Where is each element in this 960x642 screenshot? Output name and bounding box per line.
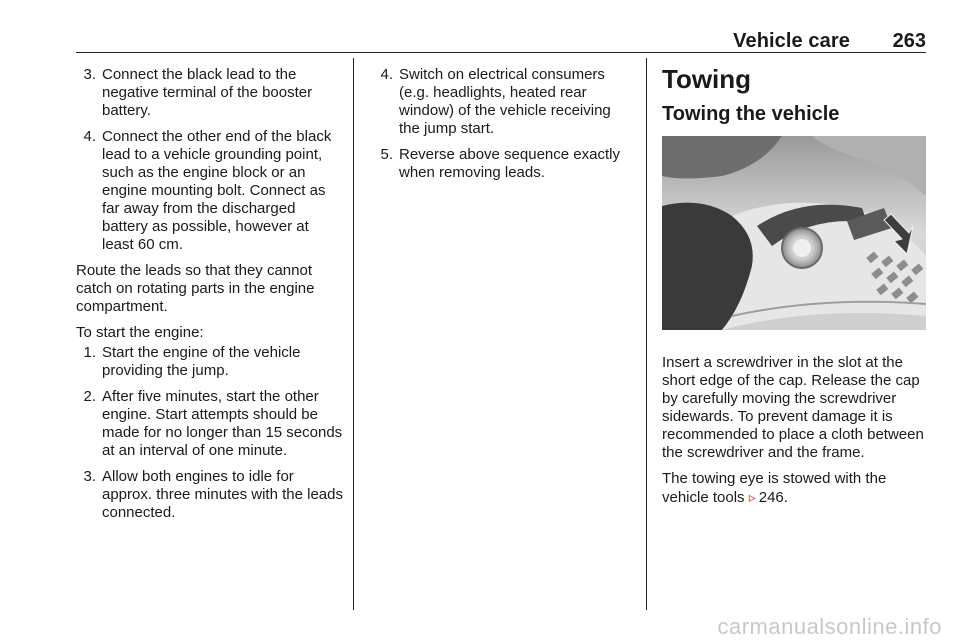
- list-item: [76, 344, 344, 380]
- list-item: [76, 128, 344, 254]
- list-item: [76, 388, 344, 460]
- paragraph-start-engine: To start the engine:: [76, 324, 204, 341]
- page-number: 263: [892, 30, 926, 52]
- column-1: [76, 66, 344, 530]
- list-item: [76, 468, 344, 522]
- column-divider-2: [646, 58, 647, 610]
- list-item-number: 4.: [83, 128, 96, 145]
- column-divider-1: [353, 58, 354, 610]
- list-item-text: Switch on electrical consumers (e.g. headlights, heated rear window) of the vehicle receiving the jump start.: [399, 66, 611, 137]
- column-2: [373, 66, 635, 190]
- list-item-number: 4.: [380, 66, 393, 83]
- list-item-text: Allow both engines to idle for approx. three minutes with the leads connected.: [102, 468, 343, 521]
- list-item-text: Connect the other end of the black lead to a vehicle grounding point, such as the engine block or an engine mounting bolt. Connect as far away from the discharged battery as possible, however at least 60 cm.: [102, 128, 332, 253]
- section-heading-towing: Towing: [662, 64, 752, 94]
- list-item-number: 3.: [83, 468, 96, 485]
- list-item-number: 5.: [380, 146, 393, 163]
- list-item: [373, 146, 635, 182]
- list-item-number: 3.: [83, 66, 96, 83]
- start-engine-steps: [76, 344, 344, 522]
- jump-start-steps-finish: [373, 66, 635, 182]
- list-item-text: Reverse above sequence exactly when removing leads.: [399, 146, 620, 181]
- column-3: [662, 64, 928, 515]
- arrow-ref-icon: ▹: [748, 489, 756, 505]
- header-rule: [76, 52, 926, 53]
- towing-cap-illustration: [662, 136, 926, 330]
- page-reference-link[interactable]: 246.: [758, 489, 788, 506]
- towing-eye-text: The towing eye is stowed with the vehicle tools: [662, 470, 887, 506]
- list-item-text: Connect the black lead to the negative terminal of the booster battery.: [102, 66, 313, 119]
- list-item-text: Start the engine of the vehicle providing the jump.: [102, 344, 301, 379]
- paragraph-insert-screwdriver: Insert a screwdriver in the slot at the short edge of the cap. Release the cap by carefully moving the screwdriver sidewards. To prevent damage it is recommended to place a cloth between the screwdriver and the frame.: [662, 354, 924, 461]
- paragraph-towing-eye: [662, 470, 928, 507]
- subsection-heading-towing-vehicle: Towing the vehicle: [662, 103, 840, 125]
- list-item-number: 2.: [83, 388, 96, 405]
- list-item-number: 1.: [83, 344, 96, 361]
- header-title: Vehicle care: [733, 30, 850, 52]
- paragraph-route-leads: Route the leads so that they cannot catch on rotating parts in the engine compartment.: [76, 262, 315, 315]
- list-item: [373, 66, 635, 138]
- list-item: [76, 66, 344, 120]
- jump-start-steps-connect: [76, 66, 344, 254]
- watermark: carmanualsonline.info: [717, 614, 942, 639]
- list-item-text: After five minutes, start the other engine. Start attempts should be made for no longer than 15 seconds at an interval of one minute.: [102, 388, 343, 459]
